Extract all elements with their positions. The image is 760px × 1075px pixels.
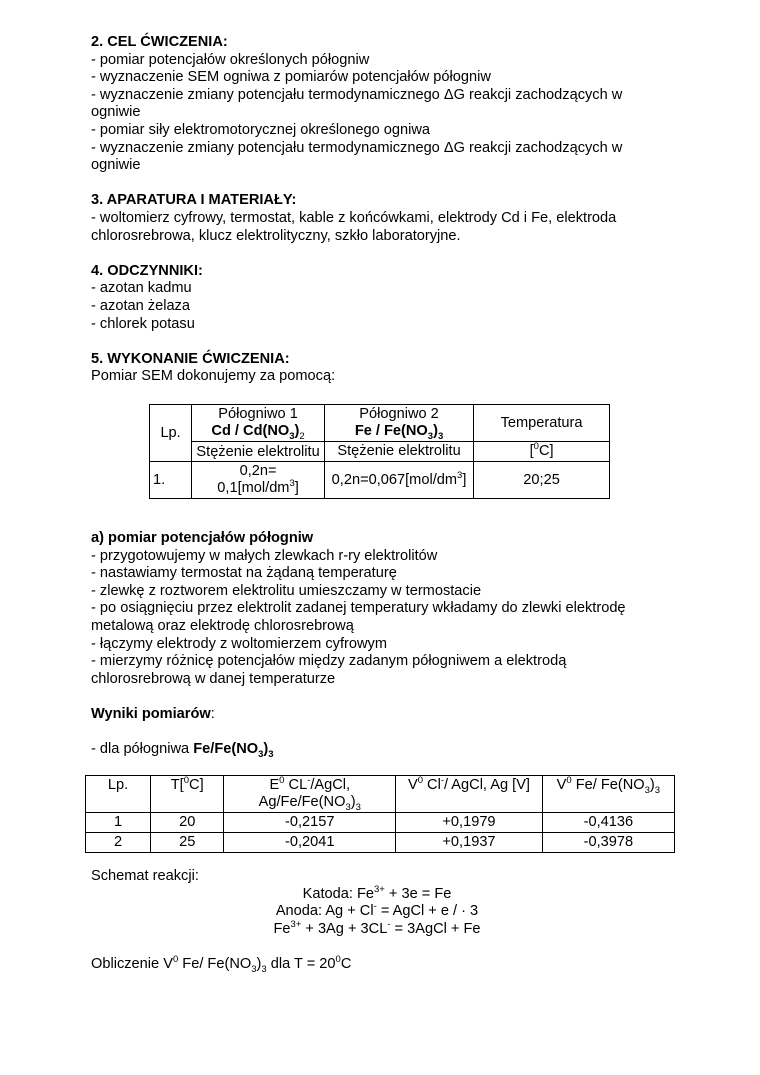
scheme-line-3: $Fe^{3+} + 3Ag + 3CL^-$ = 3AgCl + Fe	[273, 918, 481, 937]
part-a-item: chlorosrebrową w danej temperaturze	[91, 670, 336, 687]
concentration-2-value: $0,2n=0,067[mol/dm^3]$	[324, 462, 473, 499]
section-5-heading: 5. WYKONANIE ĆWICZENIA:	[91, 350, 290, 367]
part-a-item: - łączymy elektrody z woltomierzem cyfrowym	[91, 635, 387, 652]
section-2-heading: 2. CEL ĆWICZENIA:	[91, 34, 228, 50]
t2-lp-header: Lp.	[86, 776, 151, 813]
s3-item: - woltomierz cyfrowy, termostat, kable z końcówkami, elektrody Cd i Fe, elektroda	[91, 209, 617, 226]
row-lp: 1.	[150, 462, 192, 499]
scheme-line-1: Katoda: $Fe^{3+} + 3e = Fe$	[302, 883, 452, 902]
halfcell-2-header: Półogniwo 2 Fe / $Fe(NO_3)_3$	[324, 405, 473, 442]
s4-item: - azotan kadmu	[91, 280, 192, 297]
s4-item: - chlorek potasu	[91, 315, 195, 332]
part-a	[91, 530, 681, 759]
scheme-line-2: Anoda: Ag + Cl- = AgCl + e / · 3	[275, 901, 479, 920]
results-table	[85, 775, 675, 853]
scheme-section	[91, 868, 681, 974]
s2-item: - pomiar potencjałów określonych półogniw	[91, 51, 370, 68]
s2-item: ogniwie	[91, 157, 141, 174]
concentration-1-value: 0,2n= $0,1[mol/dm^3]$	[192, 462, 325, 499]
concentration-2-header: Stężenie elektrolitu	[324, 442, 473, 462]
part-a-item: - nastawiamy termostat na żądaną temperaturę	[91, 565, 397, 582]
part-a-item: - mierzymy różnicę potencjałów między zadanym półogniwem a elektrodą	[91, 653, 567, 670]
part-a-item: - przygotowujemy w małych zlewkach r-ry elektrolitów	[91, 547, 438, 564]
concentration-1-header: Stężenie elektrolitu	[192, 442, 325, 462]
results-heading: Wyniki pomiarów:	[91, 705, 215, 722]
table-row: 2 25 -0,2041 +0,1937 -0,3978	[86, 833, 675, 853]
results-for: - dla półogniwa $Fe/Fe(NO_3)_3$	[91, 741, 274, 761]
part-a-heading: a) pomiar potencjałów półogniw	[91, 530, 314, 546]
table-row: 1 20 -0,2157 +0,1979 -0,4136	[86, 813, 675, 833]
s2-item: - pomiar siły elektromotorycznej określonego ogniwa	[91, 121, 431, 138]
s2-item: - wyznaczenie zmiany potencjału termodynamicznego ΔG reakcji zachodzących w	[91, 139, 623, 156]
t2-t-header: T[$^0$C]	[151, 776, 224, 813]
t2-e-header: $E^0$ CL-/AgCl, $Ag/Fe/Fe(NO_3)_3$	[224, 776, 396, 813]
part-a-item: - zlewkę z roztworem elektrolitu umieszczamy w termostacie	[91, 582, 482, 599]
s2-item: - wyznaczenie zmiany potencjału termodynamicznego ΔG reakcji zachodzących w	[91, 86, 623, 103]
halfcell-table	[149, 404, 610, 499]
section-3-heading: 3. APARATURA I MATERIAŁY:	[91, 192, 297, 209]
scheme-label: Schemat reakcji:	[91, 868, 199, 884]
calculation-line: Obliczenie $V^0$ Fe/ $Fe(NO_3)_3$ dla $T = 20^0C$	[91, 954, 352, 975]
part-a-item: metalową oraz elektrodę chlorosrebrową	[91, 617, 354, 634]
temperature-value: 20;25	[474, 462, 610, 499]
document-page	[91, 34, 681, 386]
halfcell-1-header: Półogniwo 1 Cd / $Cd(NO_3)_2$	[192, 405, 325, 442]
temperature-unit: [$^0$C]	[474, 442, 610, 462]
s2-item: ogniwie	[91, 104, 141, 121]
s4-item: - azotan żelaza	[91, 297, 190, 314]
part-a-item: - po osiągnięciu przez elektrolit zadanej temperatury wkładamy do zlewki elektrodę	[91, 600, 626, 617]
s3-item: chlorosrebrowa, klucz elektrolityczny, szkło laboratoryjne.	[91, 227, 461, 244]
s2-item: - wyznaczenie SEM ogniwa z pomiarów potencjałów półogniw	[91, 69, 491, 86]
lp-header: Lp.	[150, 405, 192, 462]
temperature-header: Temperatura	[474, 405, 610, 442]
t2-v1-header: $V^0$ Cl-/ AgCl, Ag [V]	[396, 776, 542, 813]
section-4-heading: 4. ODCZYNNIKI:	[91, 262, 203, 279]
section-5-intro: Pomiar SEM dokonujemy za pomocą:	[91, 368, 336, 385]
t2-v2-header: $V^0$ Fe/ $Fe(NO_3)_3$	[542, 776, 674, 813]
